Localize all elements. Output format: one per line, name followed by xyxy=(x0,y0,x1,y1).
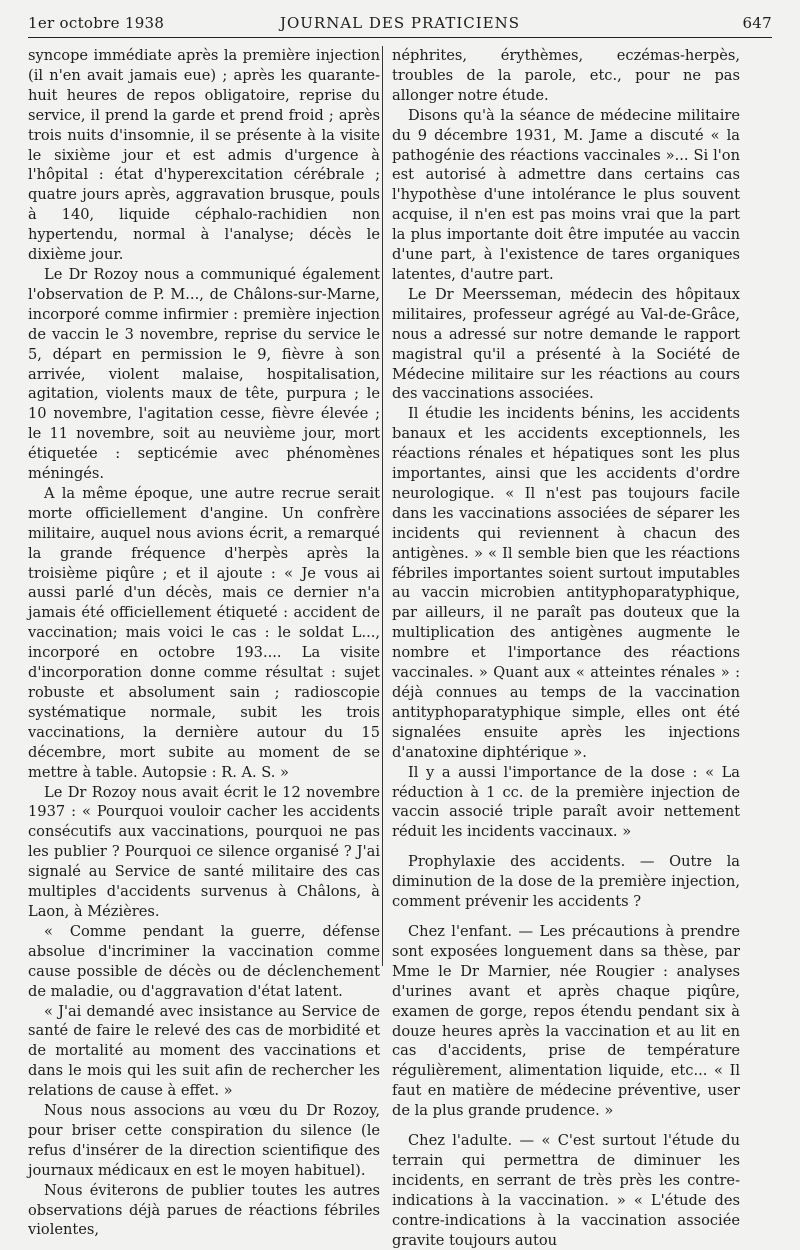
header-journal-title: JOURNAL DES PRATICIENS xyxy=(279,14,521,32)
paragraph-child: Chez l'enfant. — Les précautions à prendre sont exposées longuement dans sa thèse, par Mme le Dr Marnier, née Rougier : analyses d'urines avant et après chaque piqûre, examen de gorge, repos étendu pendant six à douze heures après la vaccination et au lit en cas d'accidents, prise de température régulièrement, alimentation liquide, etc... « Il faut en matière de médecine préventive, user de la plus grande prudence. » xyxy=(392,922,740,1120)
paragraph: Le Dr Rozoy nous avait écrit le 12 novembre 1937 : « Pourquoi vouloir cacher les accidents consécutifs aux vaccinations, pourquoi ne pas les publier ? Pourquoi ce silence organisé ? J'ai signalé au Service de santé militaire des cas multiples d'accidents survenus à Châlons, à Laon, à Mézières. xyxy=(28,783,380,920)
paragraph-adult: Chez l'adulte. — « C'est surtout l'étude du terrain qui permettra de diminuer les incidents, en serrant de très près les contre-indications à la vaccination. » « L'étude des contre-indications à la vaccination associée gravite toujours autou xyxy=(392,1132,740,1249)
paragraph: Il y a aussi l'importance de la dose : « La réduction à 1 cc. de la première injection de vaccin associé triple paraît avoir nettement réduit les incidents vaccinaux. » xyxy=(392,763,740,841)
running-header xyxy=(28,14,772,36)
header-rule xyxy=(28,37,772,38)
paragraph: A la même époque, une autre recrue serait morte officiellement d'angine. Un confrère militaire, auquel nous avions écrit, a remarqué la grande fréquence d'herpès après la troisième piqûre ; et il ajoute : « Je vous ai aussi parlé d'un décès, mais ce dernier n'a jamais été officiellement étiqueté : accident de vaccination; mais voici le cas : le soldat L..., incorporé en octobre 193.... La visite d'incorporation donne comme résultat : sujet robuste et absolument sain ; radioscopie systématique normale, subit les trois vaccinations, la dernière autour du 15 décembre, mort subite au moment de se mettre à table. Autopsie : R. A. S. » xyxy=(28,484,380,781)
paragraph: syncope immédiate après la première injection (il n'en avait jamais eue) ; après les quarante-huit heures de repos obligatoire, reprise du service, il prend la garde et prend froid ; après trois nuits d'insomnie, il se présente à la visite le sixième jour et est admis d'urgence à l'hôpital : état d'hyperexcitation cérébrale ; quatre jours après, aggravation brusque, pouls à 140, liquide céphalo-rachidien non hypertendu, normal à l'analyse; décès le dixième jour. xyxy=(28,47,380,264)
paragraph: Nous nous associons au vœu du Dr Rozoy, pour briser cette conspiration du silence (le refus d'insérer de la direction scientifique des journaux médicaux en est le moyen habituel). xyxy=(28,1102,380,1179)
section-gap xyxy=(392,1121,740,1131)
left-column xyxy=(28,46,380,1240)
paragraph: « J'ai demandé avec insistance au Service de santé de faire le relevé des cas de morbidité et de mortalité au moment des vaccinations et dans le mois qui les suit afin de rechercher les relations de cause à effet. » xyxy=(28,1002,380,1100)
column-divider xyxy=(382,46,383,966)
paragraph: « Comme pendant la guerre, défense absolue d'incriminer la vaccination comme cause possible de décès ou de déclenchement de maladie, ou d'aggravation d'état latent. xyxy=(28,922,380,1000)
right-column xyxy=(392,46,740,1250)
paragraph: Nous éviterons de publier toutes les autres observations déjà parues de réactions fébriles violentes, xyxy=(28,1181,380,1239)
section-gap xyxy=(392,912,740,922)
section-gap xyxy=(392,842,740,852)
paragraph: Il étudie les incidents bénins, les accidents banaux et les accidents exceptionnels, les réactions rénales et hépatiques sont les plus importantes, ainsi que les accidents d'ordre neurologique. « Il n'est pas toujours facile dans les vaccinations associées de séparer les incidents qui reviennent à chacun des antigènes. » « Il semble bien que les réactions fébriles importantes soient surtout imputables au vaccin microbien antityphoparatyphique, par ailleurs, il ne paraît pas douteux que la multiplication des antigènes augmente le nombre et l'importance des réactions vaccinales. » Quant aux « atteintes rénales » : déjà connues au temps de la vaccination antityphoparatyphique simple, elles ont été signalées ensuite après les injections d'anatoxine diphtérique ». xyxy=(392,405,740,761)
header-date: 1er octobre 1938 xyxy=(28,14,165,32)
paragraph: Le Dr Meersseman, médecin des hôpitaux militaires, professeur agrégé au Val-de-Grâce, nous a adressé sur notre demande le rapport magistral qu'il a présenté à la Société de Médecine militaire sur les réactions au cours des vaccinations associées. xyxy=(392,285,740,403)
paragraph: néphrites, érythèmes, eczémas-herpès, troubles de la parole, etc., pour ne pas allonger notre étude. xyxy=(392,47,740,104)
header-page-number: 647 xyxy=(742,14,772,32)
paragraph: Disons qu'à la séance de médecine militaire du 9 décembre 1931, M. Jame a discuté « la pathogénie des réactions vaccinales »... Si l'on est autorisé à admettre dans certains cas l'hypothèse d'une intolérance le plus souvent acquise, il n'en est pas moins vrai que la part la plus importante doit être imputée au vaccin d'une part, à l'existence de tares organiques latentes, d'autre part. xyxy=(392,106,740,283)
section-heading-prophylaxis: Prophylaxie des accidents. — Outre la diminution de la dose de la première injection, comment prévenir les accidents ? xyxy=(392,853,740,911)
paragraph: Le Dr Rozoy nous a communiqué également l'observation de P. M..., de Châlons-sur-Marne, incorporé comme infirmier : première injection de vaccin le 3 novembre, reprise du service le 5, départ en permission le 9, fièvre à son arrivée, violent malaise, hospitalisation, agitation, violents maux de tête, purpura ; le 10 novembre, l'agitation cesse, fièvre élevée ; le 11 novembre, soit au neuvième jour, mort étiquetée : septicémie avec phénomènes méningés. xyxy=(28,265,380,483)
